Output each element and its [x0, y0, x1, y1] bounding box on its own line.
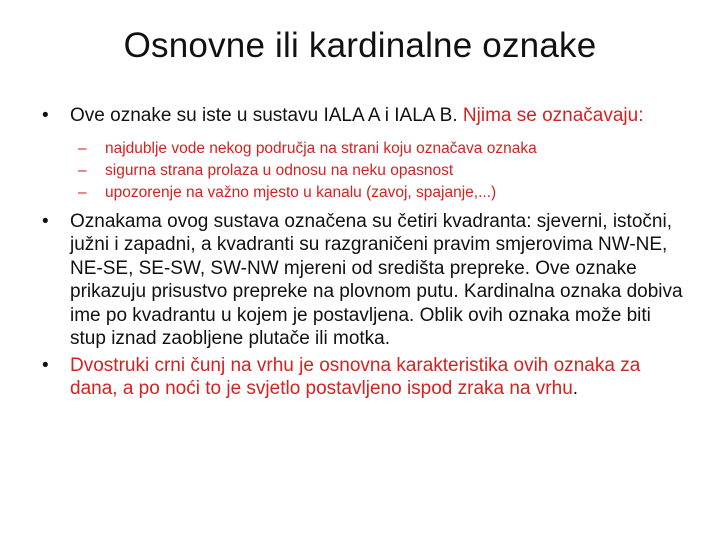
bullet-1-text: Ove oznake su iste u sustavu IALA A i IALA B.	[70, 105, 458, 126]
sub-item-3-text: upozorenje na važno mjesto u kanalu (zavoj, spajanje,...)	[105, 183, 497, 201]
bullet-item-1	[36, 104, 688, 128]
bullet-3-period: .	[572, 378, 579, 399]
bullet-2-text: Oznakama ovog sustava označena su četiri kvadranta: sjeverni, istočni, južni i zapadni, a kvadranti su razgraničeni pravim smjerovima NW-NE, NE-SE, SE-SW, SW-NW mjereni od središta prepreke. Ove oznake prikazuju prisustvo prepreke na plovnom putu. Kardinalna oznaka dobiva ime po kvadrantu u kojem je postavljena. Oblik ovih oznaka može biti stup iznad zaobljene plutače ili motka.	[70, 210, 683, 349]
bullet-1-highlight: Njima se označavaju:	[462, 105, 644, 126]
dash-icon: –	[78, 139, 87, 157]
sub-item-1-text: najdublje vode nekog područja na strani koju označava oznaka	[105, 139, 537, 157]
sub-item-1	[36, 138, 688, 160]
bullet-icon: •	[42, 210, 49, 232]
sub-item-2-text: sigurna strana prolaza u odnosu na neku opasnost	[105, 161, 454, 179]
dash-icon: –	[78, 161, 87, 179]
sub-item-3	[36, 182, 688, 204]
bullet-icon: •	[42, 354, 49, 376]
slide-content	[36, 104, 688, 401]
sub-list	[36, 138, 688, 204]
bullet-item-3	[36, 354, 688, 401]
dash-icon: –	[78, 183, 87, 201]
bullet-icon: •	[42, 105, 49, 126]
bullet-3-text: Dvostruki crni čunj na vrhu je osnovna karakteristika ovih oznaka za dana, a po noći to je svjetlo postavljeno ispod zraka na vrhu	[70, 354, 641, 399]
slide-title: Osnovne ili kardinalne oznake	[123, 26, 597, 65]
sub-item-2	[36, 160, 688, 182]
bullet-item-2	[36, 210, 688, 351]
